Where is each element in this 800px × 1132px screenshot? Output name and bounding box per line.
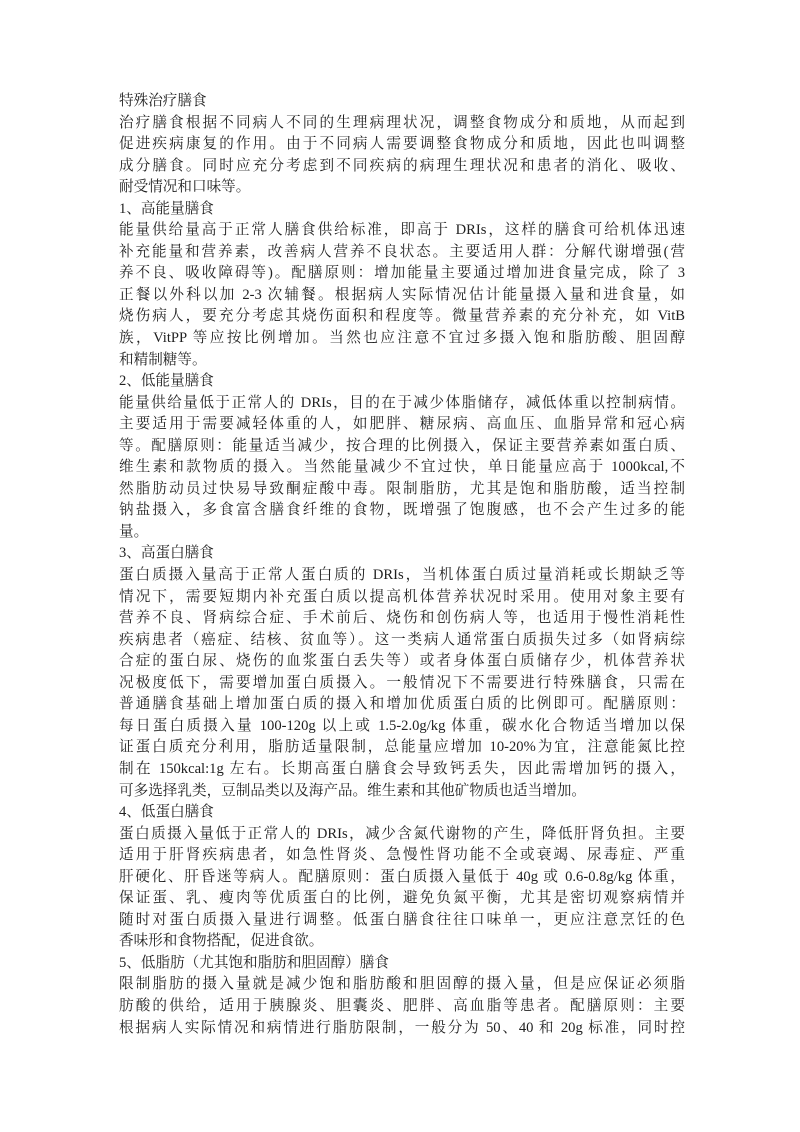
section-heading: 3、高蛋白膳食: [119, 545, 214, 562]
paragraph-line: 量。: [119, 523, 149, 540]
paragraph-line: 钠盐摄入，多食富含膳食纤维的食物，既增强了饱腹感，也不会产生过多的能: [119, 502, 685, 519]
paragraph-line: 适用于肝肾疾病患者，如急性肾炎、急慢性肾功能不全或衰竭、尿毒症、严重: [119, 847, 685, 864]
paragraph-line: 族，VitPP 等应按比例增加。当然也应注意不宜过多摄入饱和脂肪酸、胆固醇: [119, 330, 685, 347]
paragraph-line: 补充能量和营养素，改善病人营养不良状态。主要适用人群：分解代谢增强(营: [119, 243, 685, 260]
paragraph-line: 然脂肪动员过快易导致酮症酸中毒。限制脂肪，尤其是饱和脂肪酸，适当控制: [119, 480, 685, 497]
section-heading: 5、低脂肪（尤其饱和脂肪和胆固醇）膳食: [119, 954, 389, 971]
section-heading: 1、高能量膳食: [119, 200, 214, 217]
section-heading: 2、低能量膳食: [119, 373, 214, 390]
paragraph-line: 情况下，需要短期内补充蛋白质以提高机体营养状况时采用。使用对象主要有: [119, 588, 685, 605]
paragraph-line: 蛋白质摄入量低于正常人的 DRIs，减少含氮代谢物的产生，降低肝肾负担。主要: [119, 825, 685, 842]
paragraph-line: 营养不良、肾病综合症、手术前后、烧伤和创伤病人等，也适用于慢性消耗性: [119, 610, 685, 627]
paragraph-line: 香味形和食物搭配，促进食欲。: [119, 933, 324, 950]
paragraph-line: 证蛋白质充分利用，脂肪适量限制，总能量应增加 10-20%为宜，注意能氮比控: [119, 739, 685, 756]
paragraph-line: 促进疾病康复的作用。由于不同病人需要调整食物成分和质地，因此也叫调整: [119, 136, 685, 153]
paragraph-line: 蛋白质摄入量高于正常人蛋白质的 DRIs，当机体蛋白质过量消耗或长期缺乏等: [119, 567, 685, 584]
paragraph-line: 肝硬化、肝昏迷等病人。配膳原则：蛋白质摄入量低于 40g 或 0.6-0.8g/kg 体重，: [119, 868, 685, 885]
document-title: 特殊治疗膳食: [119, 93, 207, 109]
paragraph-line: 养不良、吸收障碍等)。配膳原则：增加能量主要通过增加进食量完成，除了 3: [119, 265, 685, 282]
section-heading: 4、低蛋白膳食: [119, 804, 214, 821]
paragraph-line: 烧伤病人，要充分考虑其烧伤面积和程度等。微量营养素的充分补充，如 VitB: [119, 308, 685, 325]
paragraph-line: 保证蛋、乳、瘦肉等优质蛋白的比例，避免负氮平衡，尤其是密切观察病情并: [119, 890, 685, 907]
paragraph-line: 能量供给量低于正常人的 DRIs，目的在于减少体脂储存，减低体重以控制病情。: [119, 394, 685, 411]
paragraph-line: 制在 150kcal:1g 左右。长期高蛋白膳食会导致钙丢失，因此需增加钙的摄入，: [119, 760, 685, 777]
paragraph-line: 随时对蛋白质摄入量进行调整。低蛋白膳食往往口味单一，更应注意烹饪的色: [119, 911, 685, 928]
paragraph-line: 治疗膳食根据不同病人不同的生理病理状况，调整食物成分和质地，从而起到: [119, 114, 685, 131]
paragraph-line: 能量供给量高于正常人膳食供给标准，即高于 DRIs，这样的膳食可给机体迅速: [119, 222, 685, 239]
paragraph-line: 每日蛋白质摄入量 100-120g 以上或 1.5-2.0g/kg 体重，碳水化合物适当增加以保: [119, 717, 685, 734]
paragraph-line: 肪酸的供给，适用于胰腺炎、胆囊炎、肥胖、高血脂等患者。配膳原则：主要: [119, 997, 685, 1014]
paragraph-line: 主要适用于需要减轻体重的人，如肥胖、糖尿病、高血压、血脂异常和冠心病: [119, 416, 685, 433]
paragraph-line: 和精制糖等。: [119, 351, 207, 368]
paragraph-line: 合症的蛋白尿、烧伤的血浆蛋白丢失等）或者身体蛋白质储存少，机体营养状: [119, 653, 685, 670]
paragraph-line: 限制脂肪的摄入量就是减少饱和脂肪酸和胆固醇的摄入量，但是应保证必须脂: [119, 976, 685, 993]
paragraph-line: 成分膳食。同时应充分考虑到不同疾病的病理生理状况和患者的消化、吸收、: [119, 157, 685, 174]
paragraph-line: 根据病人实际情况和病情进行脂肪限制，一般分为 50、40 和 20g 标准，同时控: [119, 1019, 685, 1036]
paragraph-line: 维生素和款物质的摄入。当然能量减少不宜过快，单日能量应高于 1000kcal,不: [119, 459, 685, 476]
paragraph-line: 等。配膳原则：能量适当减少，按合理的比例摄入，保证主要营养素如蛋白质、: [119, 437, 685, 454]
paragraph-line: 耐受情况和口味等。: [119, 179, 251, 196]
paragraph-line: 疾病患者（癌症、结核、贫血等）。这一类病人通常蛋白质损失过多（如肾病综: [119, 631, 685, 648]
paragraph-line: 可多选择乳类，豆制品类以及海产品。维生素和其他矿物质也适当增加。: [119, 782, 587, 799]
paragraph-line: 正餐以外科以加 2-3 次辅餐。根据病人实际情况估计能量摄入量和进食量，如: [119, 286, 685, 303]
document-text: [119, 91, 685, 1039]
paragraph-line: 况极度低下，需要增加蛋白质摄入。一般情况下不需要进行特殊膳食，只需在: [119, 674, 685, 691]
paragraph-line: 普通膳食基础上增加蛋白质的摄入和增加优质蛋白质的比例即可。配膳原则：: [119, 696, 685, 713]
